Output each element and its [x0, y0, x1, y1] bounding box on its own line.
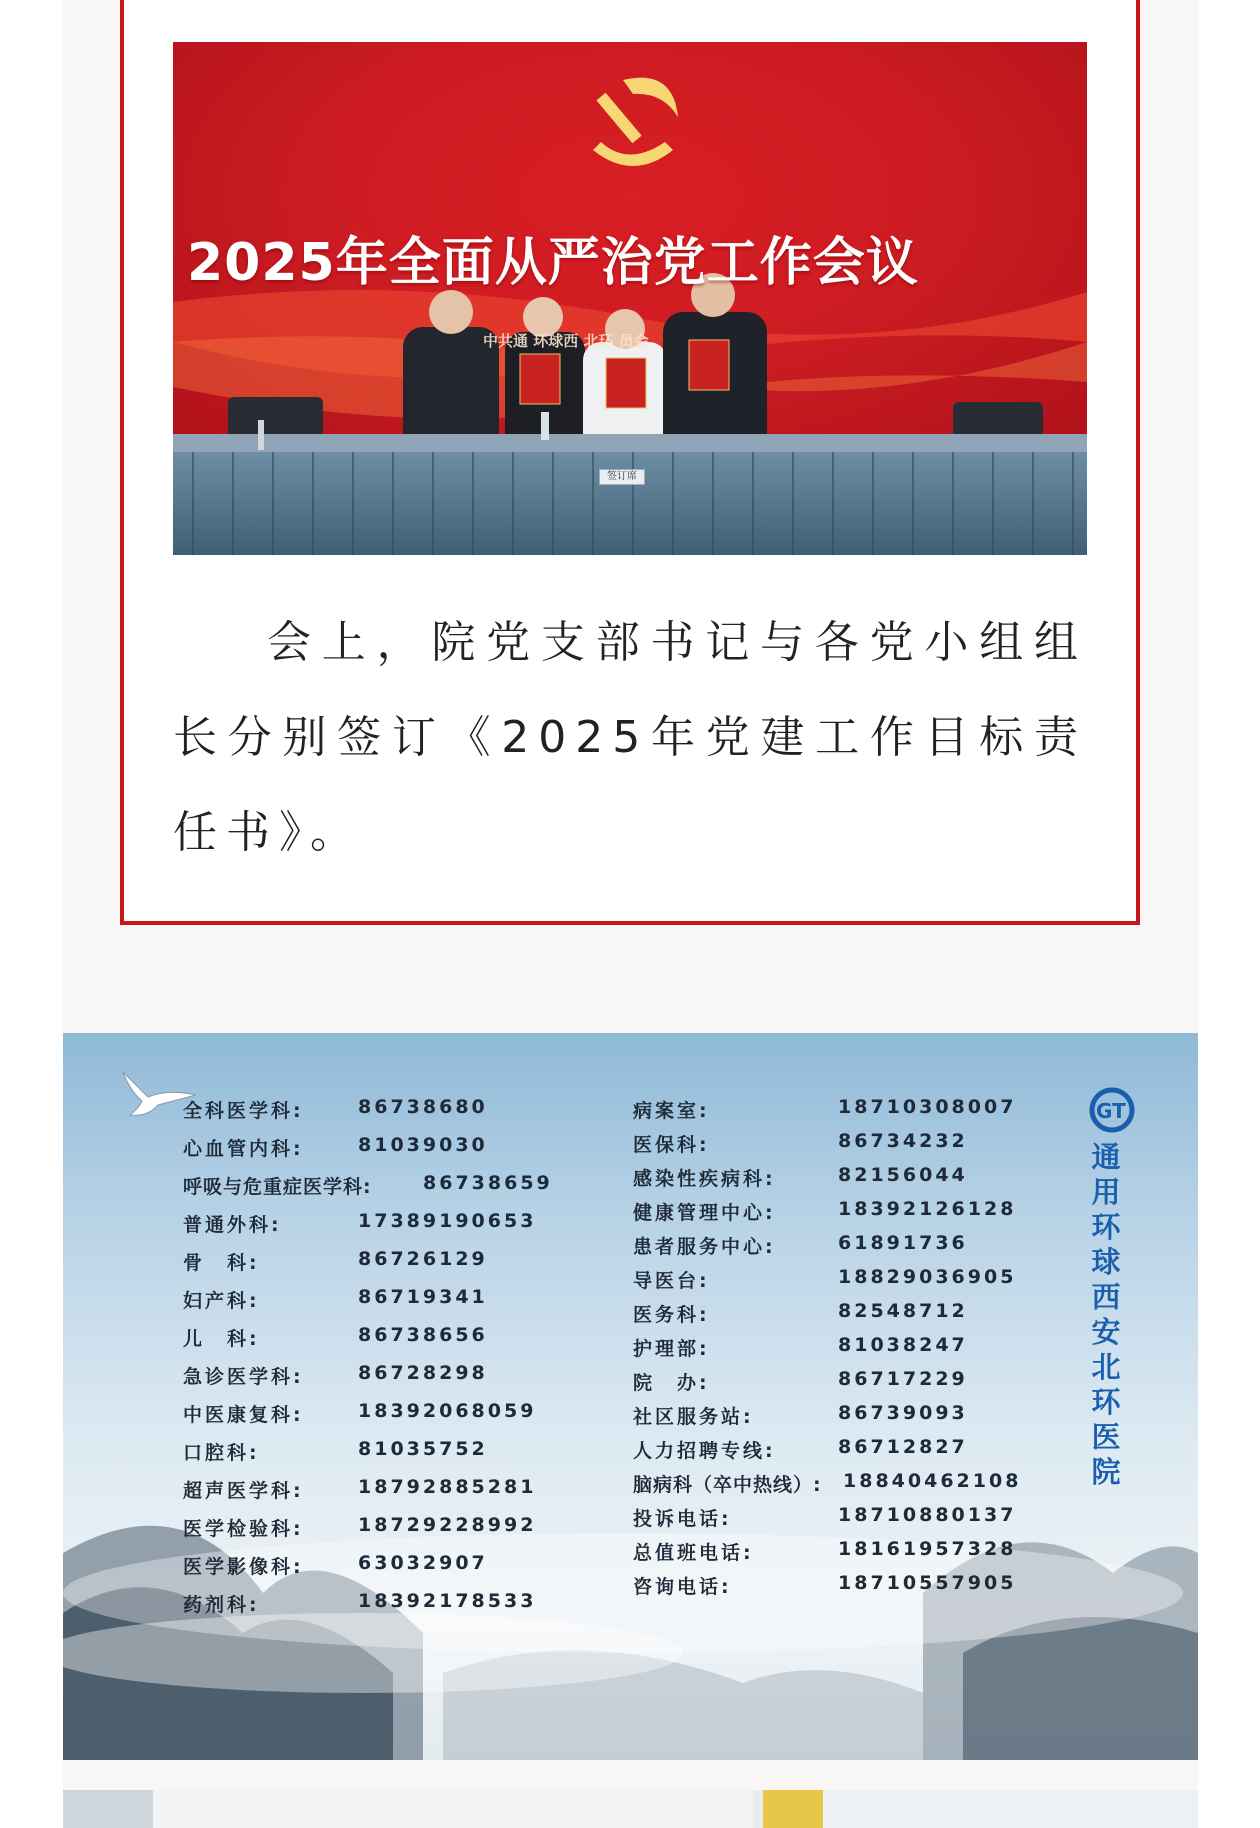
phone-number: 82548712 [838, 1300, 968, 1322]
hospital-logo-text: GT [1096, 1099, 1126, 1123]
dept-name: 心血管内科: [183, 1138, 304, 1160]
phone-number: 18710880137 [838, 1504, 1017, 1526]
contact-row [633, 1572, 1083, 1606]
contact-row [183, 1514, 613, 1552]
contact-list-left [183, 1096, 613, 1628]
contact-row [183, 1248, 613, 1286]
phone-number: 86726129 [358, 1248, 488, 1270]
phone-number: 18161957328 [838, 1538, 1017, 1560]
contact-row [633, 1164, 1083, 1198]
dept-name: 医学检验科: [183, 1518, 304, 1540]
phone-number: 18792885281 [358, 1476, 537, 1498]
dept-name: 患者服务中心: [633, 1236, 776, 1258]
contact-row [633, 1266, 1083, 1300]
contact-row [183, 1210, 613, 1248]
phone-number: 61891736 [838, 1232, 968, 1254]
phone-number: 18829036905 [838, 1266, 1017, 1288]
phone-number: 18392126128 [838, 1198, 1017, 1220]
phone-number: 86734232 [838, 1130, 968, 1152]
article-paragraph: 会上，院党支部书记与各党小组组长分别签订《2025年党建工作目标责任书》。 [173, 617, 1087, 858]
contact-row [633, 1470, 1083, 1504]
phone-number: 82156044 [838, 1164, 968, 1186]
contact-row [183, 1590, 613, 1628]
contact-row [633, 1402, 1083, 1436]
phone-number: 18710308007 [838, 1096, 1017, 1118]
contact-board [63, 1033, 1198, 1760]
contact-row [183, 1096, 613, 1134]
dept-name: 投诉电话: [633, 1508, 732, 1530]
contact-row [183, 1362, 613, 1400]
hospital-name: 通用环球西安北环医院 [1091, 1140, 1121, 1489]
table-nameplate: 签订席 [599, 469, 645, 485]
dept-name: 医保科: [633, 1134, 710, 1156]
phone-number: 18710557905 [838, 1572, 1017, 1594]
phone-number: 18729228992 [358, 1514, 537, 1536]
next-image-strip [63, 1790, 1198, 1828]
contact-row [183, 1134, 613, 1172]
dept-name: 全科医学科: [183, 1100, 304, 1122]
dept-name: 健康管理中心: [633, 1202, 776, 1224]
contact-row [633, 1334, 1083, 1368]
dept-name: 骨 科: [183, 1252, 260, 1274]
phone-number: 81039030 [358, 1134, 488, 1156]
contact-row [183, 1324, 613, 1362]
contact-row [183, 1476, 613, 1514]
dept-name: 人力招聘专线: [633, 1440, 776, 1462]
dept-name: 普通外科: [183, 1214, 282, 1236]
phone-number: 63032907 [358, 1552, 488, 1574]
phone-number: 18392068059 [358, 1400, 537, 1422]
dept-name: 妇产科: [183, 1290, 260, 1312]
dept-name: 社区服务站: [633, 1406, 754, 1428]
dept-name: 呼吸与危重症医学科: [183, 1176, 372, 1198]
dept-name: 医务科: [633, 1304, 710, 1326]
dept-name: 急诊医学科: [183, 1366, 304, 1388]
contact-row [633, 1538, 1083, 1572]
phone-number: 81038247 [838, 1334, 968, 1356]
phone-number: 17389190653 [358, 1210, 537, 1232]
contact-row [183, 1438, 613, 1476]
phone-number: 18840462108 [843, 1470, 1022, 1492]
dept-name: 导医台: [633, 1270, 710, 1292]
dept-name: 护理部: [633, 1338, 710, 1360]
hospital-logo-icon [1030, 1080, 1140, 1140]
contact-row [633, 1096, 1083, 1130]
phone-number: 86717229 [838, 1368, 968, 1390]
contact-row [183, 1400, 613, 1438]
meeting-photo [173, 42, 1087, 555]
phone-number: 86738659 [423, 1172, 553, 1194]
dept-name: 儿 科: [183, 1328, 260, 1350]
contact-row [633, 1232, 1083, 1266]
banner-subtitle: 中共通 环球西 北环 员会 [483, 332, 649, 350]
phone-number: 86712827 [838, 1436, 968, 1458]
phone-number: 86719341 [358, 1286, 488, 1308]
contact-row [633, 1300, 1083, 1334]
phone-number: 86728298 [358, 1362, 488, 1384]
dept-name: 超声医学科: [183, 1480, 304, 1502]
dept-name: 中医康复科: [183, 1404, 304, 1426]
dept-name: 脑病科（卒中热线）: [633, 1474, 822, 1496]
dept-name: 院 办: [633, 1372, 710, 1394]
dept-name: 病案室: [633, 1100, 710, 1122]
contact-row [633, 1130, 1083, 1164]
phone-number: 86739093 [838, 1402, 968, 1424]
banner-title: 2025年全面从严治党工作会议 [187, 233, 919, 293]
dept-name: 医学影像科: [183, 1556, 304, 1578]
contact-row [633, 1504, 1083, 1538]
dept-name: 感染性疾病科: [633, 1168, 776, 1190]
phone-number: 86738656 [358, 1324, 488, 1346]
contact-row [183, 1172, 613, 1210]
dept-name: 药剂科: [183, 1594, 260, 1616]
phone-number: 86738680 [358, 1096, 488, 1118]
phone-number: 81035752 [358, 1438, 488, 1460]
contact-row [633, 1198, 1083, 1232]
contact-row [183, 1552, 613, 1590]
phone-number: 18392178533 [358, 1590, 537, 1612]
dept-name: 总值班电话: [633, 1542, 754, 1564]
dept-name: 咨询电话: [633, 1576, 732, 1598]
contact-row [183, 1286, 613, 1324]
contact-row [633, 1368, 1083, 1402]
contact-list-right [633, 1096, 1083, 1606]
contact-row [633, 1436, 1083, 1470]
dept-name: 口腔科: [183, 1442, 260, 1464]
